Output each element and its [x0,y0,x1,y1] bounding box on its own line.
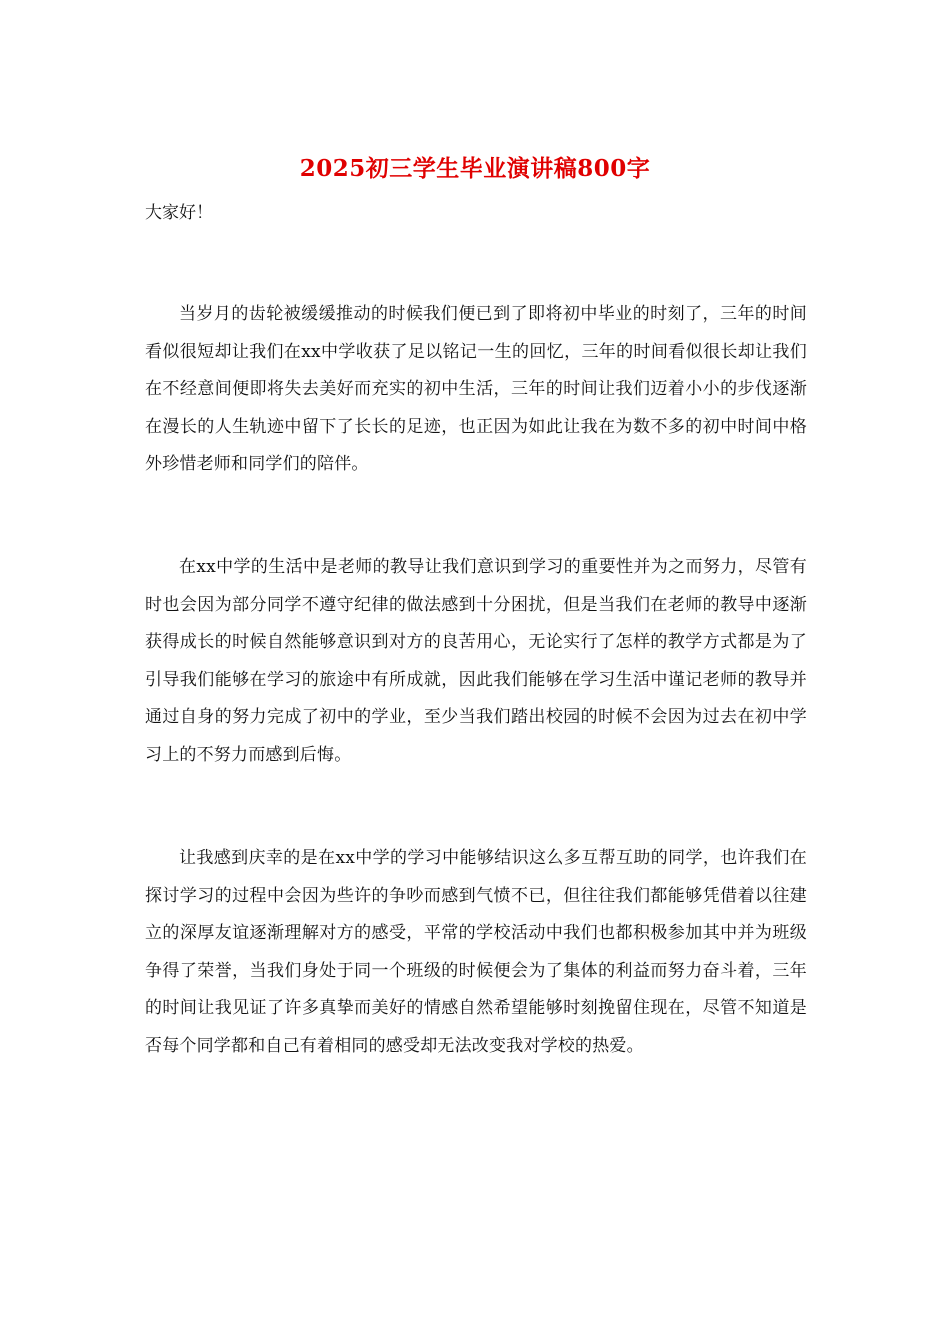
paragraph-2: 在xx中学的生活中是老师的教导让我们意识到学习的重要性并为之而努力，尽管有时也会因为部分同学不遵守纪律的做法感到十分困扰，但是当我们在老师的教导中逐渐获得成长的时候自然能够意识到对方的良苦用心，无论实行了怎样的教学方式都是为了引导我们能够在学习的旅途中有所成就，因此我们能够在学习生活中谨记老师的教导并通过自身的努力完成了初中的学业，至少当我们踏出校园的时候不会因为过去在初中学习上的不努力而感到后悔。 [145,557,807,765]
greeting-text: 大家好！ [145,203,213,223]
document-title: 2025初三学生毕业演讲稿800字 [299,155,651,182]
paragraph-1: 当岁月的齿轮被缓缓推动的时候我们便已到了即将初中毕业的时刻了，三年的时间看似很短却让我们在xx中学收获了足以铭记一生的回忆，三年的时间看似很长却让我们在不经意间便即将失去美好而充实的初中生活，三年的时间让我们迈着小小的步伐逐渐在漫长的人生轨迹中留下了长长的足迹，也正因为如此让我在为数不多的初中时间中格外珍惜老师和同学们的陪伴。 [145,304,807,474]
paragraph-3: 让我感到庆幸的是在xx中学的学习中能够结识这么多互帮互助的同学，也许我们在探讨学习的过程中会因为些许的争吵而感到气愤不已，但往往我们都能够凭借着以往建立的深厚友谊逐渐理解对方的感受，平常的学校活动中我们也都积极参加其中并为班级争得了荣誉，当我们身处于同一个班级的时候便会为了集体的利益而努力奋斗着，三年的时间让我见证了许多真挚而美好的情感自然希望能够时刻挽留住现在，尽管不知道是否每个同学都和自己有着相同的感受却无法改变我对学校的热爱。 [145,848,807,1056]
